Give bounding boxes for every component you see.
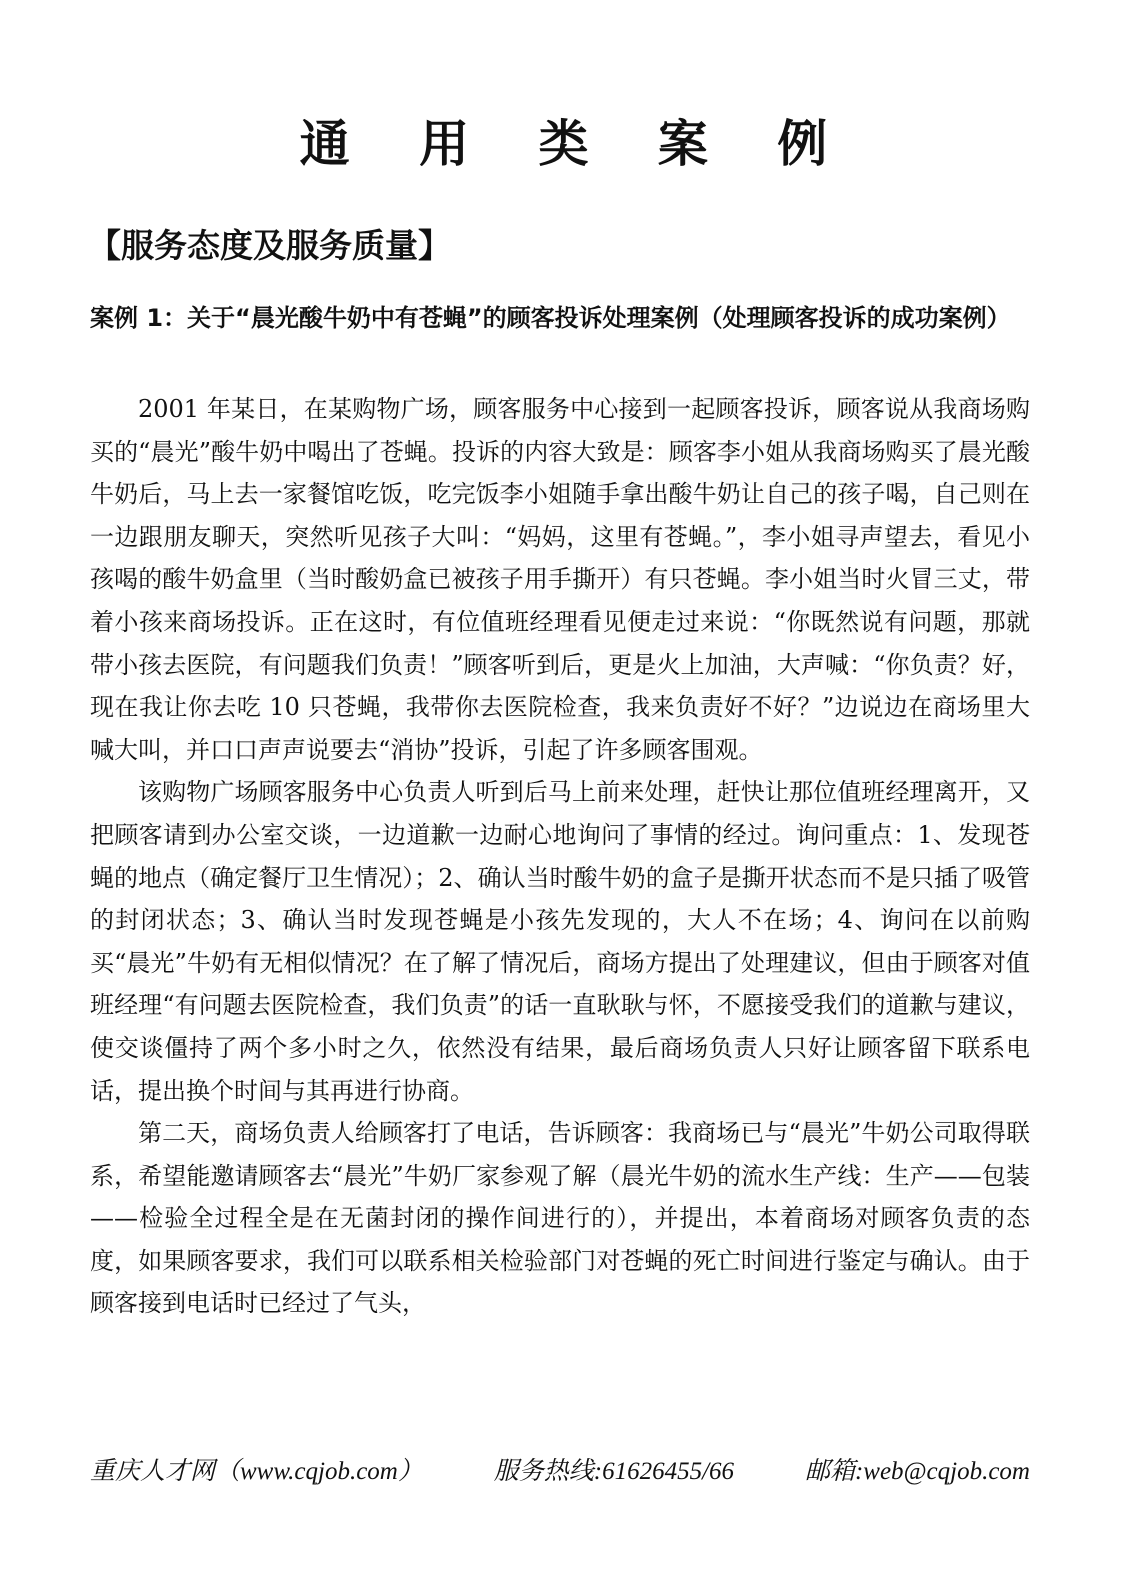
case-body — [90, 388, 1030, 1325]
page-footer — [90, 1452, 1030, 1492]
footer-hotline: 服务热线:61626455/66 — [493, 1458, 735, 1485]
page-title: 通 用 类 案 例 — [299, 115, 854, 173]
footer-email: 邮箱:web@cqjob.com — [804, 1458, 1030, 1485]
body-paragraph: 该购物广场顾客服务中心负责人听到后马上前来处理，赶快让那位值班经理离开，又把顾客请到办公室交谈，一边道歉一边耐心地询问了事情的经过。询问重点：1、发现苍蝇的地点（确定餐厅卫生情况）；2、确认当时酸牛奶的盒子是撕开状态而不是只插了吸管的封闭状态；3、确认当时发现苍蝇是小孩先发现的，大人不在场；4、询问在以前购买“晨光”牛奶有无相似情况？在了解了情况后，商场方提出了处理建议，但由于顾客对值班经理“有问题去医院检查，我们负责”的话一直耿耿与怀，不愿接受我们的道歉与建议，使交谈僵持了两个多小时之久，依然没有结果，最后商场负责人只好让顾客留下联系电话，提出换个时间与其再进行协商。 — [90, 778, 1030, 1105]
footer-site: 重庆人才网（www.cqjob.com） — [90, 1458, 423, 1485]
body-paragraph: 2001 年某日，在某购物广场，顾客服务中心接到一起顾客投诉，顾客说从我商场购买的“晨光”酸牛奶中喝出了苍蝇。投诉的内容大致是：顾客李小姐从我商场购买了晨光酸牛奶后，马上去一家餐馆吃饭，吃完饭李小姐随手拿出酸牛奶让自己的孩子喝，自己则在一边跟朋友聊天，突然听见孩子大叫：“妈妈，这里有苍蝇。”，李小姐寻声望去，看见小孩喝的酸牛奶盒里（当时酸奶盒已被孩子用手撕开）有只苍蝇。李小姐当时火冒三丈，带着小孩来商场投诉。正在这时，有位值班经理看见便走过来说：“你既然说有问题，那就带小孩去医院，有问题我们负责！”顾客听到后，更是火上加油，大声喊：“你负责？好，现在我让你去吃 10 只苍蝇，我带你去医院检查，我来负责好不好？”边说边在商场里大喊大叫，并口口声声说要去“消协”投诉，引起了许多顾客围观。 — [90, 395, 1030, 764]
case-heading: 案例 1：关于“晨光酸牛奶中有苍蝇”的顾客投诉处理案例（处理顾客投诉的成功案例） — [90, 304, 1011, 332]
body-paragraph: 第二天，商场负责人给顾客打了电话，告诉顾客：我商场已与“晨光”牛奶公司取得联系，希望能邀请顾客去“晨光”牛奶厂家参观了解（晨光牛奶的流水生产线：生产——包装——检验全过程全是在无菌封闭的操作间进行的），并提出，本着商场对顾客负责的态度，如果顾客要求，我们可以联系相关检验部门对苍蝇的死亡时间进行鉴定与确认。由于顾客接到电话时已经过了气头， — [90, 1119, 1030, 1318]
section-heading: 【服务态度及服务质量】 — [88, 226, 451, 265]
